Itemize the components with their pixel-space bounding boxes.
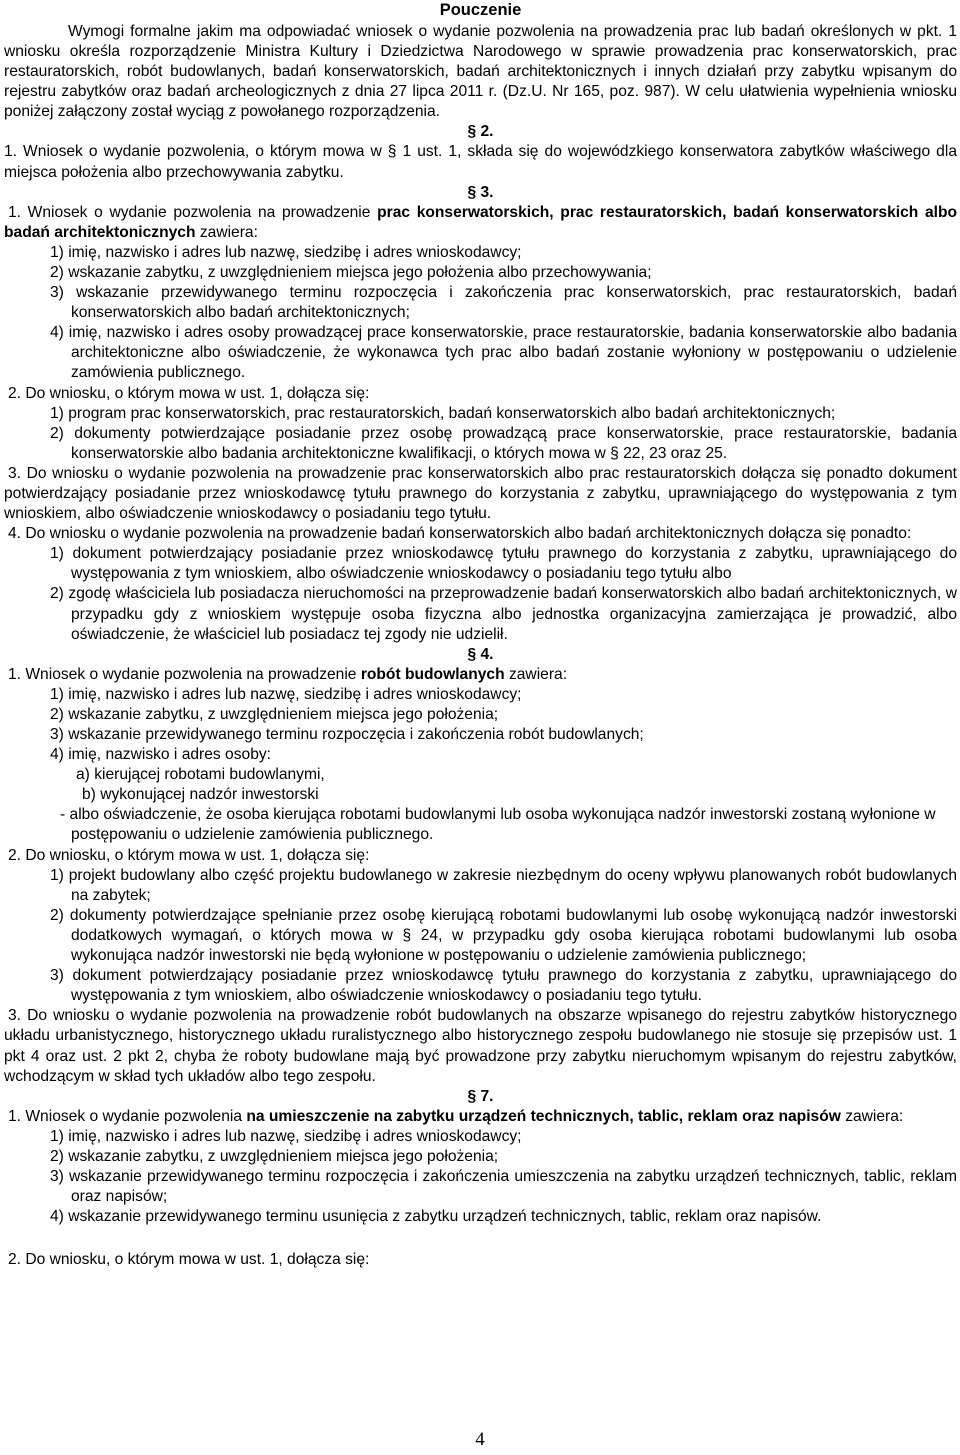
section-3-heading: § 3.: [467, 183, 494, 201]
section-3-paragraph-1: [4, 203, 957, 243]
section-7-item-4: 4) wskazanie przewidywanego terminu usunięcia z zabytku urządzeń technicznych, tablic, reklam oraz napisów.: [50, 1208, 822, 1226]
section-4-paragraph-2-item-3: 3) dokument potwierdzający posiadanie przez wnioskodawcę tytułu prawnego do korzystania z zabytku, uprawniającego do występowania z tym wnioskiem, albo oświadczenie wnioskodawcy o posiadaniu tego tytułu.: [50, 967, 957, 1005]
section-3-paragraph-4-item-1: 1) dokument potwierdzający posiadanie przez wnioskodawcę tytułu prawnego do korzystania z zabytku, uprawniającego do występowania z tym wnioskiem, albo oświadczenie wnioskodawcy o posiadaniu tego tytułu albo: [50, 545, 957, 583]
page-number: 4: [475, 1429, 485, 1450]
section-4-item-4b: b) wykonującej nadzór inwestorski: [82, 786, 319, 804]
section-3-item-2: 2) wskazanie zabytku, z uwzględnieniem miejsca jego położenia albo przechowywania;: [50, 263, 652, 281]
section-7-item-1: 1) imię, nazwisko i adres lub nazwę, siedzibę i adres wnioskodawcy;: [50, 1127, 522, 1145]
section-4-paragraph-2-item-1: 1) projekt budowlany albo część projektu budowlanego w zakresie niezbędnym do oceny wpływu planowanych robót budowlanych na zabytek;: [50, 866, 957, 904]
section-7-paragraph-2: 2. Do wniosku, o którym mowa w ust. 1, dołącza się:: [8, 1251, 370, 1269]
section-4-paragraph-2: 2. Do wniosku, o którym mowa w ust. 1, dołącza się:: [8, 846, 370, 864]
page-title: Pouczenie: [439, 1, 522, 19]
section-4-item-4a: a) kierującej robotami budowlanymi,: [76, 766, 325, 784]
section-3-paragraph-2-item-1: 1) program prac konserwatorskich, prac restauratorskich, badań konserwatorskich albo badań architektonicznych;: [50, 404, 836, 422]
section-3-item-4: 4) imię, nazwisko i adres osoby prowadzącej prace konserwatorskie, prace restauratorskie, badania konserwatorskie albo badania architektoniczne albo oświadczenie, że wykonawca tych prac albo badań zostanie wyłoniony w postępowaniu o udzielenie zamówienia publicznego.: [50, 324, 957, 382]
section-2-heading: § 2.: [467, 123, 494, 141]
intro-paragraph: Wymogi formalne jakim ma odpowiadać wniosek o wydanie pozwolenia na prowadzenia prac lub badań określonych w pkt. 1 wniosku określa rozporządzenie Ministra Kultury i Dziedzictwa Narodowego w sprawie prowadzenia prac konserwatorskich, prac restauratorskich, robót budowlanych, badań konserwatorskich, badań architektonicznych i innych działań przy zabytku wpisanym do rejestru zabytków oraz badań archeologicznych z dnia 27 lipca 2011 r. (Dz.U. Nr 165, poz. 987). W celu ułatwienia wypełnienia wniosku poniżej załączony został wyciąg z powołanego rozporządzenia.: [4, 23, 957, 121]
document-body: [4, 0, 957, 1270]
spacer: [4, 1227, 957, 1250]
section-4-item-4: 4) imię, nazwisko i adres osoby:: [50, 746, 272, 764]
section-4-paragraph-1-tail: zawiera:: [504, 665, 568, 683]
section-4-paragraph-1: [4, 665, 957, 685]
section-3-paragraph-1-tail: zawiera:: [195, 223, 258, 241]
section-2-paragraph-1: 1. Wniosek o wydanie pozwolenia, o którym mowa w § 1 ust. 1, składa się do wojewódzkiego konserwatora zabytków właściwego dla miejsca położenia albo przechowywania zabytku.: [4, 143, 957, 181]
section-3-paragraph-4: 4. Do wniosku o wydanie pozwolenia na prowadzenie badań konserwatorskich albo badań architektonicznych dołącza się ponadto:: [8, 525, 912, 543]
section-7-item-2: 2) wskazanie zabytku, z uwzględnieniem miejsca jego położenia;: [50, 1147, 499, 1165]
section-4-item-3: 3) wskazanie przewidywanego terminu rozpoczęcia i zakończenia robót budowlanych;: [50, 726, 644, 743]
section-4-item-2: 2) wskazanie zabytku, z uwzględnieniem miejsca jego położenia;: [50, 705, 499, 723]
section-7-paragraph-1-bold: na umieszczenie na zabytku urządzeń technicznych, tablic, reklam oraz napisów: [246, 1107, 841, 1125]
section-7-paragraph-1: [4, 1107, 957, 1127]
section-4-item-1: 1) imię, nazwisko i adres lub nazwę, siedzibę i adres wnioskodawcy;: [50, 685, 522, 703]
section-7-paragraph-1-lead: 1. Wniosek o wydanie pozwolenia: [8, 1107, 247, 1125]
section-7-paragraph-1-tail: zawiera:: [840, 1107, 904, 1125]
section-4-item-4-alternative: - albo oświadczenie, że osoba kierująca robotami budowlanymi lub osoba wykonująca nadzór inwestorski zostaną wyłonione w postępowaniu o udzielenie zamówienia publicznego.: [60, 806, 936, 844]
section-3-paragraph-3: 3. Do wniosku o wydanie pozwolenia na prowadzenie prac konserwatorskich albo prac restauratorskich dołącza się ponadto dokument potwierdzający posiadanie przez wnioskodawcę tytułu prawnego do korzystania z zabytku, uprawniającego do występowania z tym wnioskiem, albo oświadczenie wnioskodawcy o posiadaniu tego tytułu.: [4, 464, 957, 523]
section-4-paragraph-1-lead: 1. Wniosek o wydanie pozwolenia na prowadzenie: [8, 665, 361, 683]
section-7-item-3: 3) wskazanie przewidywanego terminu rozpoczęcia i zakończenia umieszczenia na zabytku urządzeń technicznych, tablic, reklam oraz napisów;: [50, 1167, 957, 1206]
section-7-heading: § 7.: [467, 1087, 494, 1105]
section-3-item-3: 3) wskazanie przewidywanego terminu rozpoczęcia i zakończenia prac konserwatorskich, prac restauratorskich, badań konserwatorskich albo badań architektonicznych;: [50, 284, 957, 322]
section-3-paragraph-2-item-2: 2) dokumenty potwierdzające posiadanie przez osobę prowadzącą prace konserwatorskie, prace restauratorskie, badania konserwatorskie albo badania architektoniczne kwalifikacji, o których mowa w § 22, 23 oraz 25.: [50, 424, 957, 462]
section-3-item-1: 1) imię, nazwisko i adres lub nazwę, siedzibę i adres wnioskodawcy;: [50, 243, 522, 261]
section-4-paragraph-1-bold: robót budowlanych: [360, 665, 505, 683]
section-3-paragraph-4-item-2: 2) zgodę właściciela lub posiadacza nieruchomości na przeprowadzenie badań konserwatorskich albo badań architektonicznych, w przypadku gdy z wnioskiem występuje osoba fizyczna albo jednostka organizacyjna zamierzająca je prowadzić, albo oświadczenie, że właściciel lub posiadacz tej zgody nie udzielił.: [50, 585, 957, 643]
section-3-paragraph-1-bold: prac konserwatorskich, prac restauratorskich, badań konserwatorskich albo badań architektonicznych: [4, 203, 957, 241]
section-4-paragraph-2-item-2: 2) dokumenty potwierdzające spełnianie przez osobę kierującą robotami budowlanymi lub osobę wykonującą nadzór inwestorski dodatkowych wymagań, o których mowa w § 24, w przypadku gdy osoba kierująca robotami budowlanymi lub osoba wykonująca nadzór inwestorski nie będą wyłonione w postępowaniu o udzielenie zamówienia publicznego;: [50, 906, 957, 965]
section-4-heading: § 4.: [467, 645, 494, 663]
section-3-paragraph-1-lead: 1. Wniosek o wydanie pozwolenia na prowadzenie: [8, 203, 378, 221]
section-3-paragraph-2: 2. Do wniosku, o którym mowa w ust. 1, dołącza się:: [8, 384, 370, 402]
section-4-paragraph-3: 3. Do wniosku o wydanie pozwolenia na prowadzenie robót budowlanych na obszarze wpisanego do rejestru zabytków historycznego układu urbanistycznego, historycznego układu ruralistycznego albo historycznego zespołu budowlanego nie stosuje się przepisów ust. 1 pkt 4 oraz ust. 2 pkt 2, chyba że roboty budowlane mają być prowadzone przy zabytku nieruchomym wpisanym do rejestru zabytków, wchodzącym w skład tych układów albo tego zespołu.: [4, 1007, 957, 1085]
